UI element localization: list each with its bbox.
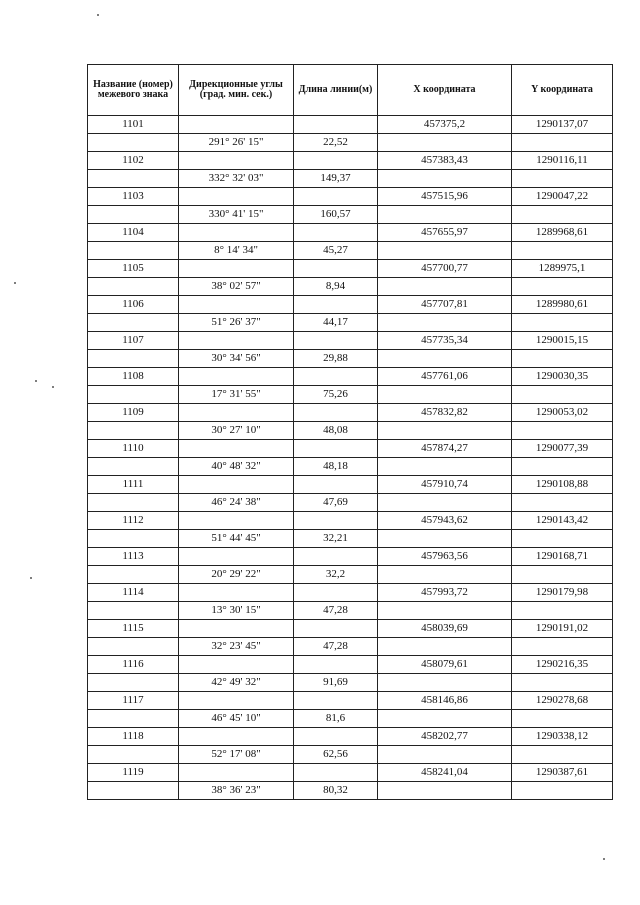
- cell-mark-name: 1102: [88, 152, 179, 170]
- cell-x-coordinate: 458146,86: [378, 692, 512, 710]
- cell-mark-name: 1104: [88, 224, 179, 242]
- cell-mark-name: [88, 602, 179, 620]
- cell-y-coordinate: [512, 278, 613, 296]
- cell-line-length: [294, 548, 378, 566]
- cell-directional-angle: [179, 656, 294, 674]
- cell-mark-name: 1114: [88, 584, 179, 602]
- cell-x-coordinate: [378, 674, 512, 692]
- table-row: [88, 134, 613, 152]
- cell-directional-angle: [179, 296, 294, 314]
- scan-speck: [52, 386, 54, 388]
- cell-mark-name: 1118: [88, 728, 179, 746]
- cell-mark-name: [88, 710, 179, 728]
- table-row: [88, 674, 613, 692]
- cell-x-coordinate: [378, 638, 512, 656]
- table-row: [88, 728, 613, 746]
- table-row: [88, 476, 613, 494]
- cell-x-coordinate: 457761,06: [378, 368, 512, 386]
- cell-x-coordinate: [378, 350, 512, 368]
- cell-x-coordinate: 457993,72: [378, 584, 512, 602]
- cell-directional-angle: 40° 48' 32": [179, 458, 294, 476]
- cell-x-coordinate: 457963,56: [378, 548, 512, 566]
- cell-mark-name: [88, 206, 179, 224]
- cell-directional-angle: [179, 368, 294, 386]
- table-body: [88, 116, 613, 800]
- cell-directional-angle: [179, 116, 294, 134]
- table-row: [88, 710, 613, 728]
- cell-mark-name: 1103: [88, 188, 179, 206]
- cell-mark-name: 1117: [88, 692, 179, 710]
- cell-x-coordinate: [378, 602, 512, 620]
- cell-mark-name: [88, 386, 179, 404]
- cell-directional-angle: 51° 26' 37": [179, 314, 294, 332]
- cell-x-coordinate: 458039,69: [378, 620, 512, 638]
- header-line-length: Длина линии(м): [294, 65, 378, 116]
- scan-speck: [14, 282, 16, 284]
- cell-x-coordinate: 457735,34: [378, 332, 512, 350]
- cell-y-coordinate: 1290047,22: [512, 188, 613, 206]
- table-row: [88, 350, 613, 368]
- cell-line-length: 8,94: [294, 278, 378, 296]
- cell-mark-name: 1110: [88, 440, 179, 458]
- cell-mark-name: 1101: [88, 116, 179, 134]
- cell-line-length: [294, 512, 378, 530]
- table-row: [88, 404, 613, 422]
- cell-x-coordinate: [378, 458, 512, 476]
- cell-x-coordinate: [378, 242, 512, 260]
- table-row: [88, 782, 613, 800]
- table-row: [88, 152, 613, 170]
- cell-y-coordinate: [512, 242, 613, 260]
- cell-line-length: 81,6: [294, 710, 378, 728]
- cell-directional-angle: 32° 23' 45": [179, 638, 294, 656]
- cell-directional-angle: 42° 49' 32": [179, 674, 294, 692]
- cell-mark-name: 1106: [88, 296, 179, 314]
- cell-directional-angle: [179, 476, 294, 494]
- cell-directional-angle: 51° 44' 45": [179, 530, 294, 548]
- table-row: [88, 422, 613, 440]
- cell-mark-name: [88, 530, 179, 548]
- cell-x-coordinate: 457700,77: [378, 260, 512, 278]
- cell-x-coordinate: [378, 566, 512, 584]
- cell-y-coordinate: 1290077,39: [512, 440, 613, 458]
- cell-line-length: [294, 404, 378, 422]
- cell-line-length: [294, 116, 378, 134]
- cell-mark-name: 1105: [88, 260, 179, 278]
- cell-line-length: 29,88: [294, 350, 378, 368]
- cell-directional-angle: 30° 27' 10": [179, 422, 294, 440]
- cell-line-length: [294, 476, 378, 494]
- table-row: [88, 386, 613, 404]
- cell-mark-name: 1107: [88, 332, 179, 350]
- cell-y-coordinate: [512, 422, 613, 440]
- cell-mark-name: [88, 458, 179, 476]
- cell-directional-angle: 13° 30' 15": [179, 602, 294, 620]
- cell-x-coordinate: 457707,81: [378, 296, 512, 314]
- cell-mark-name: 1116: [88, 656, 179, 674]
- cell-directional-angle: [179, 260, 294, 278]
- cell-mark-name: [88, 242, 179, 260]
- cell-mark-name: [88, 278, 179, 296]
- cell-x-coordinate: [378, 494, 512, 512]
- cell-y-coordinate: [512, 206, 613, 224]
- cell-line-length: 62,56: [294, 746, 378, 764]
- table-row: [88, 692, 613, 710]
- cell-x-coordinate: 457910,74: [378, 476, 512, 494]
- cell-directional-angle: [179, 332, 294, 350]
- cell-x-coordinate: [378, 134, 512, 152]
- cell-line-length: 47,28: [294, 602, 378, 620]
- cell-y-coordinate: 1290179,98: [512, 584, 613, 602]
- scan-speck: [35, 380, 37, 382]
- header-directional-angle: Дирекционные углы (град. мин. сек.): [179, 65, 294, 116]
- cell-directional-angle: 38° 36' 23": [179, 782, 294, 800]
- cell-line-length: 32,2: [294, 566, 378, 584]
- table-row: [88, 368, 613, 386]
- cell-x-coordinate: [378, 170, 512, 188]
- cell-y-coordinate: [512, 170, 613, 188]
- table-row: [88, 764, 613, 782]
- table-row: [88, 566, 613, 584]
- cell-y-coordinate: [512, 710, 613, 728]
- cell-y-coordinate: [512, 566, 613, 584]
- cell-mark-name: 1111: [88, 476, 179, 494]
- boundary-coordinates-table: [87, 64, 613, 800]
- cell-x-coordinate: [378, 782, 512, 800]
- cell-mark-name: 1115: [88, 620, 179, 638]
- cell-mark-name: 1119: [88, 764, 179, 782]
- cell-y-coordinate: 1290278,68: [512, 692, 613, 710]
- cell-line-length: 47,69: [294, 494, 378, 512]
- cell-mark-name: 1113: [88, 548, 179, 566]
- cell-y-coordinate: 1289980,61: [512, 296, 613, 314]
- table-row: [88, 296, 613, 314]
- cell-y-coordinate: [512, 746, 613, 764]
- cell-x-coordinate: [378, 386, 512, 404]
- cell-y-coordinate: 1290030,35: [512, 368, 613, 386]
- cell-x-coordinate: 457832,82: [378, 404, 512, 422]
- cell-directional-angle: 8° 14' 34": [179, 242, 294, 260]
- cell-y-coordinate: [512, 350, 613, 368]
- cell-directional-angle: 30° 34' 56": [179, 350, 294, 368]
- cell-mark-name: [88, 638, 179, 656]
- cell-line-length: 48,08: [294, 422, 378, 440]
- table-row: [88, 116, 613, 134]
- cell-directional-angle: 46° 45' 10": [179, 710, 294, 728]
- header-y-coordinate: Y координата: [512, 65, 613, 116]
- scan-speck: [30, 577, 32, 579]
- cell-y-coordinate: [512, 494, 613, 512]
- table-row: [88, 170, 613, 188]
- cell-directional-angle: [179, 440, 294, 458]
- cell-x-coordinate: [378, 314, 512, 332]
- table-row: [88, 494, 613, 512]
- cell-y-coordinate: 1289968,61: [512, 224, 613, 242]
- cell-x-coordinate: 457383,43: [378, 152, 512, 170]
- cell-x-coordinate: 458202,77: [378, 728, 512, 746]
- table-row: [88, 584, 613, 602]
- cell-mark-name: [88, 566, 179, 584]
- cell-mark-name: [88, 170, 179, 188]
- cell-y-coordinate: 1290168,71: [512, 548, 613, 566]
- cell-y-coordinate: 1290137,07: [512, 116, 613, 134]
- cell-line-length: [294, 620, 378, 638]
- table-row: [88, 206, 613, 224]
- cell-line-length: 75,26: [294, 386, 378, 404]
- cell-x-coordinate: [378, 530, 512, 548]
- cell-x-coordinate: 457655,97: [378, 224, 512, 242]
- table-row: [88, 278, 613, 296]
- table-row: [88, 440, 613, 458]
- table-row: [88, 458, 613, 476]
- cell-line-length: 45,27: [294, 242, 378, 260]
- cell-line-length: 160,57: [294, 206, 378, 224]
- cell-directional-angle: 330° 41' 15": [179, 206, 294, 224]
- cell-mark-name: [88, 782, 179, 800]
- cell-x-coordinate: [378, 746, 512, 764]
- cell-y-coordinate: 1290108,88: [512, 476, 613, 494]
- cell-line-length: 48,18: [294, 458, 378, 476]
- cell-line-length: 47,28: [294, 638, 378, 656]
- cell-x-coordinate: 457375,2: [378, 116, 512, 134]
- cell-mark-name: 1109: [88, 404, 179, 422]
- cell-line-length: [294, 152, 378, 170]
- cell-line-length: [294, 368, 378, 386]
- cell-y-coordinate: [512, 134, 613, 152]
- table-row: [88, 602, 613, 620]
- cell-directional-angle: [179, 764, 294, 782]
- cell-directional-angle: 20° 29' 22": [179, 566, 294, 584]
- cell-directional-angle: [179, 692, 294, 710]
- cell-directional-angle: [179, 584, 294, 602]
- cell-y-coordinate: 1290216,35: [512, 656, 613, 674]
- cell-x-coordinate: 458079,61: [378, 656, 512, 674]
- header-boundary-mark-name: Название (номер) межевого знака: [88, 65, 179, 116]
- cell-x-coordinate: [378, 710, 512, 728]
- cell-y-coordinate: 1290116,11: [512, 152, 613, 170]
- cell-x-coordinate: [378, 278, 512, 296]
- cell-line-length: 91,69: [294, 674, 378, 692]
- cell-x-coordinate: [378, 422, 512, 440]
- cell-y-coordinate: 1290143,42: [512, 512, 613, 530]
- cell-directional-angle: 38° 02' 57": [179, 278, 294, 296]
- cell-y-coordinate: [512, 638, 613, 656]
- cell-line-length: [294, 332, 378, 350]
- table-row: [88, 512, 613, 530]
- cell-y-coordinate: [512, 458, 613, 476]
- cell-directional-angle: [179, 404, 294, 422]
- cell-line-length: [294, 584, 378, 602]
- cell-y-coordinate: 1289975,1: [512, 260, 613, 278]
- cell-directional-angle: 52° 17' 08": [179, 746, 294, 764]
- cell-directional-angle: 46° 24' 38": [179, 494, 294, 512]
- cell-line-length: [294, 728, 378, 746]
- cell-line-length: [294, 296, 378, 314]
- cell-y-coordinate: [512, 782, 613, 800]
- table-row: [88, 638, 613, 656]
- cell-mark-name: [88, 746, 179, 764]
- cell-line-length: [294, 656, 378, 674]
- cell-x-coordinate: [378, 206, 512, 224]
- cell-line-length: [294, 440, 378, 458]
- table-row: [88, 224, 613, 242]
- cell-mark-name: [88, 674, 179, 692]
- table-row: [88, 620, 613, 638]
- cell-line-length: 22,52: [294, 134, 378, 152]
- table-row: [88, 314, 613, 332]
- cell-y-coordinate: [512, 314, 613, 332]
- scan-speck: [603, 858, 605, 860]
- cell-directional-angle: [179, 728, 294, 746]
- scan-speck: [97, 14, 99, 16]
- cell-line-length: 32,21: [294, 530, 378, 548]
- header-x-coordinate: X координата: [378, 65, 512, 116]
- cell-y-coordinate: [512, 602, 613, 620]
- cell-y-coordinate: 1290338,12: [512, 728, 613, 746]
- table-row: [88, 548, 613, 566]
- cell-mark-name: [88, 494, 179, 512]
- cell-y-coordinate: 1290387,61: [512, 764, 613, 782]
- cell-directional-angle: 17° 31' 55": [179, 386, 294, 404]
- cell-y-coordinate: [512, 386, 613, 404]
- cell-directional-angle: 291° 26' 15": [179, 134, 294, 152]
- cell-directional-angle: [179, 548, 294, 566]
- cell-directional-angle: 332° 32' 03": [179, 170, 294, 188]
- cell-line-length: 44,17: [294, 314, 378, 332]
- cell-mark-name: [88, 350, 179, 368]
- cell-mark-name: [88, 422, 179, 440]
- cell-x-coordinate: 457515,96: [378, 188, 512, 206]
- table-row: [88, 242, 613, 260]
- table-row: [88, 332, 613, 350]
- cell-line-length: 80,32: [294, 782, 378, 800]
- cell-y-coordinate: 1290015,15: [512, 332, 613, 350]
- table-row: [88, 260, 613, 278]
- cell-line-length: 149,37: [294, 170, 378, 188]
- table-row: [88, 188, 613, 206]
- table-header-row: [88, 65, 613, 116]
- cell-directional-angle: [179, 188, 294, 206]
- cell-x-coordinate: 458241,04: [378, 764, 512, 782]
- cell-line-length: [294, 764, 378, 782]
- table-row: [88, 530, 613, 548]
- cell-mark-name: [88, 314, 179, 332]
- cell-directional-angle: [179, 620, 294, 638]
- cell-mark-name: 1112: [88, 512, 179, 530]
- cell-mark-name: [88, 134, 179, 152]
- cell-line-length: [294, 224, 378, 242]
- table-row: [88, 656, 613, 674]
- cell-directional-angle: [179, 224, 294, 242]
- cell-line-length: [294, 692, 378, 710]
- cell-x-coordinate: 457943,62: [378, 512, 512, 530]
- cell-y-coordinate: 1290053,02: [512, 404, 613, 422]
- cell-directional-angle: [179, 512, 294, 530]
- cell-y-coordinate: [512, 530, 613, 548]
- cell-x-coordinate: 457874,27: [378, 440, 512, 458]
- cell-line-length: [294, 188, 378, 206]
- cell-mark-name: 1108: [88, 368, 179, 386]
- cell-line-length: [294, 260, 378, 278]
- table-row: [88, 746, 613, 764]
- cell-y-coordinate: 1290191,02: [512, 620, 613, 638]
- cell-directional-angle: [179, 152, 294, 170]
- cell-y-coordinate: [512, 674, 613, 692]
